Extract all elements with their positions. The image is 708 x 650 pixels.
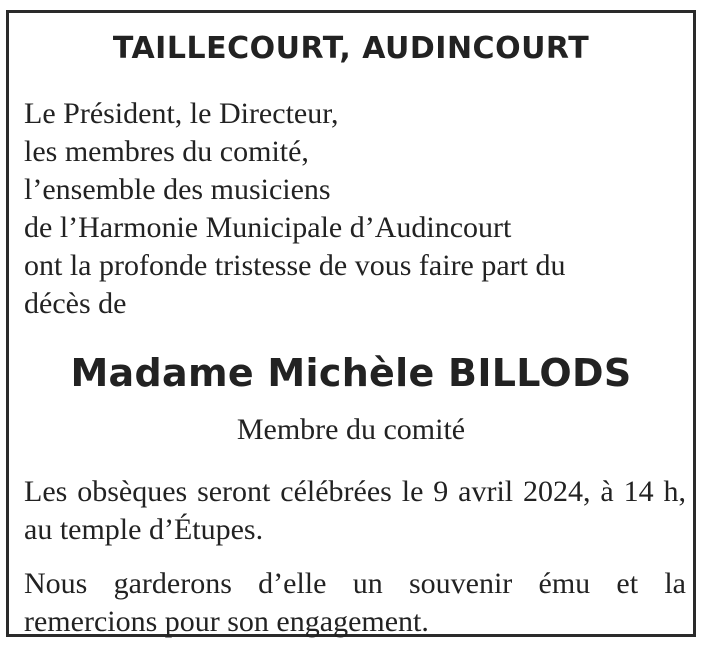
intro-line: de l’Harmonie Municipale d’Audincourt	[24, 211, 512, 244]
intro-line: décès de	[24, 287, 127, 320]
deceased-role: Membre du comité	[236, 413, 466, 446]
funeral-details: Les obsèques seront célébrées le 9 avril 2024, à 14 h, au temple d’Étupes.	[24, 475, 686, 546]
deceased-name: Madame Michèle BILLODS	[70, 351, 632, 395]
intro-text	[24, 95, 684, 323]
intro-line: Le Président, le Directeur,	[24, 97, 339, 130]
notice-heading: TAILLECOURT, AUDINCOURT	[112, 31, 590, 66]
obituary-notice	[6, 10, 696, 637]
intro-line: les membres du comité,	[24, 135, 309, 168]
intro-line: l’ensemble des musiciens	[24, 173, 331, 206]
intro-line: ont la profonde tristesse de vous faire part du	[24, 249, 566, 282]
tribute-text: Nous garderons d’elle un souvenir ému et la remercions pour son engagement.	[24, 567, 686, 638]
